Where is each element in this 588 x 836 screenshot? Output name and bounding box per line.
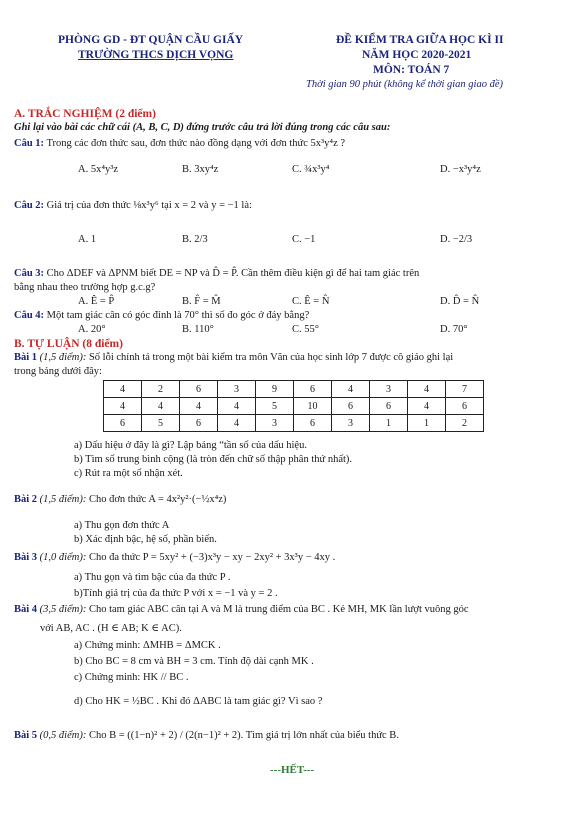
table-cell: 2	[142, 381, 180, 398]
problem-3: Bài 3 (1,0 điểm): Cho đa thức P = 5xy² + (−3)x³y − xy − 2xy² + 3x³y − 4xy .	[14, 552, 336, 563]
problem-3-b: b)Tính giá trị của đa thức P với x = −1 và y = 2 .	[74, 588, 278, 599]
q3-option-b: B. F̂ = M̂	[182, 296, 221, 307]
error-count-table	[103, 380, 484, 432]
end-mark: ---HẾT---	[270, 764, 315, 776]
table-cell: 6	[180, 415, 218, 432]
problem-2: Bài 2 (1,5 điểm): Cho đơn thức A = 4x²y²·(−½x⁴z)	[14, 494, 227, 505]
table-cell: 6	[332, 398, 370, 415]
table-cell: 9	[256, 381, 294, 398]
table-cell: 6	[104, 415, 142, 432]
table-cell: 4	[104, 381, 142, 398]
problem-4-b: b) Cho BC = 8 cm và BH = 3 cm. Tính độ dài cạnh MK .	[74, 656, 314, 667]
q3-option-a: A. Ê = P̂	[78, 296, 115, 307]
q2-option-c: C. −1	[292, 234, 316, 245]
exam-time: Thời gian 90 phút (không kể thời gian giao đề)	[306, 79, 503, 90]
question-3-cont: bằng nhau theo trường hợp g.c.g?	[14, 282, 156, 293]
problem-4-cont: với AB, AC . (H ∈ AB; K ∈ AC).	[40, 623, 182, 634]
table-cell: 5	[142, 415, 180, 432]
table-cell: 1	[408, 415, 446, 432]
table-cell: 3	[370, 381, 408, 398]
table-row	[104, 381, 484, 398]
dept-name: PHÒNG GD - ĐT QUẬN CẦU GIẤY	[58, 34, 244, 46]
problem-1-cont: trong bảng dưới đây:	[14, 366, 102, 377]
q1-option-b: B. 3xy⁴z	[182, 164, 219, 175]
school-year: NĂM HỌC 2020-2021	[362, 49, 472, 61]
problem-1-a: a) Dấu hiệu ở đây là gì? Lập bảng “tần số của dấu hiệu.	[74, 440, 307, 451]
q1-option-a: A. 5x⁴y³z	[78, 164, 119, 175]
problem-4-a: a) Chứng minh: ΔMHB = ΔMCK .	[74, 640, 221, 651]
table-cell: 4	[218, 415, 256, 432]
problem-1-b: b) Tìm số trung bình cộng (là tròn đến chữ số thập phân thứ nhất).	[74, 454, 353, 465]
problem-2-b: b) Xác định bậc, hệ số, phần biến.	[74, 534, 217, 545]
table-cell: 6	[180, 381, 218, 398]
table-cell: 6	[294, 415, 332, 432]
q3-option-c: C. Ê = N̂	[292, 296, 330, 307]
q1-option-c: C. ¾x³y⁴	[292, 164, 330, 175]
table-cell: 4	[180, 398, 218, 415]
table-cell: 6	[294, 381, 332, 398]
q1-option-d: D. −x³y⁴z	[440, 164, 481, 175]
section-a-title: A. TRẮC NGHIỆM (2 điểm)	[14, 108, 156, 120]
table-cell: 4	[218, 398, 256, 415]
section-b-title: B. TỰ LUẬN (8 điểm)	[14, 338, 123, 350]
table-cell: 4	[142, 398, 180, 415]
problem-3-a: a) Thu gọn và tìm bậc của đa thức P .	[74, 572, 231, 583]
question-4: Câu 4: Một tam giác cân có góc đỉnh là 70° thì số đo góc ở đáy bằng?	[14, 310, 310, 321]
table-cell: 10	[294, 398, 332, 415]
table-cell: 3	[218, 381, 256, 398]
q4-option-c: C. 55°	[292, 324, 319, 335]
problem-4-d: d) Cho HK = ½BC . Khi đó ΔABC là tam giác gì? Vì sao ?	[74, 696, 323, 707]
problem-1: Bài 1 (1,5 điểm): Số lỗi chính tả trong một bài kiểm tra môn Văn của học sinh lớp 7 được cô giáo ghi lại	[14, 352, 454, 363]
problem-4: Bài 4 (3,5 điểm): Cho tam giác ABC cân tại A và M là trung điểm của BC . Kẻ MH, MK lần lượt vuông góc	[14, 604, 469, 615]
table-cell: 5	[256, 398, 294, 415]
table-cell: 4	[332, 381, 370, 398]
section-a-instruction: Ghi lại vào bài các chữ cái (A, B, C, D) đứng trước câu trả lời đúng trong các câu sau:	[14, 122, 391, 133]
table-cell: 6	[446, 398, 484, 415]
table-cell: 4	[104, 398, 142, 415]
table-cell: 3	[256, 415, 294, 432]
q4-option-a: A. 20°	[78, 324, 106, 335]
q2-option-a: A. 1	[78, 234, 97, 245]
q2-option-d: D. −2/3	[440, 234, 473, 245]
table-cell: 2	[446, 415, 484, 432]
table-cell: 7	[446, 381, 484, 398]
table-cell: 4	[408, 398, 446, 415]
table-cell: 6	[370, 398, 408, 415]
question-2: Câu 2: Giá trị của đơn thức ⅛x³y⁶ tại x = 2 và y = −1 là:	[14, 200, 252, 211]
table-cell: 1	[370, 415, 408, 432]
table-row	[104, 398, 484, 415]
q4-option-d: D. 70°	[440, 324, 468, 335]
q3-option-d: D. D̂ = N̂	[440, 296, 480, 307]
subject: MÔN: TOÁN 7	[373, 64, 450, 76]
problem-1-c: c) Rút ra một số nhận xét.	[74, 468, 183, 479]
table-row	[104, 415, 484, 432]
q2-option-b: B. 2/3	[182, 234, 208, 245]
problem-5: Bài 5 (0,5 điểm): Cho B = ((1−n)² + 2) / (2(n−1)² + 2). Tìm giá trị lớn nhất của biểu thức B.	[14, 730, 399, 741]
table-cell: 4	[408, 381, 446, 398]
problem-2-a: a) Thu gọn đơn thức A	[74, 520, 170, 531]
problem-4-c: c) Chứng minh: HK // BC .	[74, 672, 189, 683]
school-name: TRƯỜNG THCS DỊCH VỌNG	[78, 49, 234, 61]
question-3: Câu 3: Cho ΔDEF và ΔPNM biết DE = NP và D̂ = P̂. Cần thêm điều kiện gì để hai tam giác trên	[14, 268, 420, 279]
question-1: Câu 1: Trong các đơn thức sau, đơn thức nào đồng dạng với đơn thức 5x³y⁴z ?	[14, 138, 346, 149]
q4-option-b: B. 110°	[182, 324, 214, 335]
exam-title: ĐỀ KIỂM TRA GIỮA HỌC KÌ II	[336, 34, 504, 46]
table-cell: 3	[332, 415, 370, 432]
